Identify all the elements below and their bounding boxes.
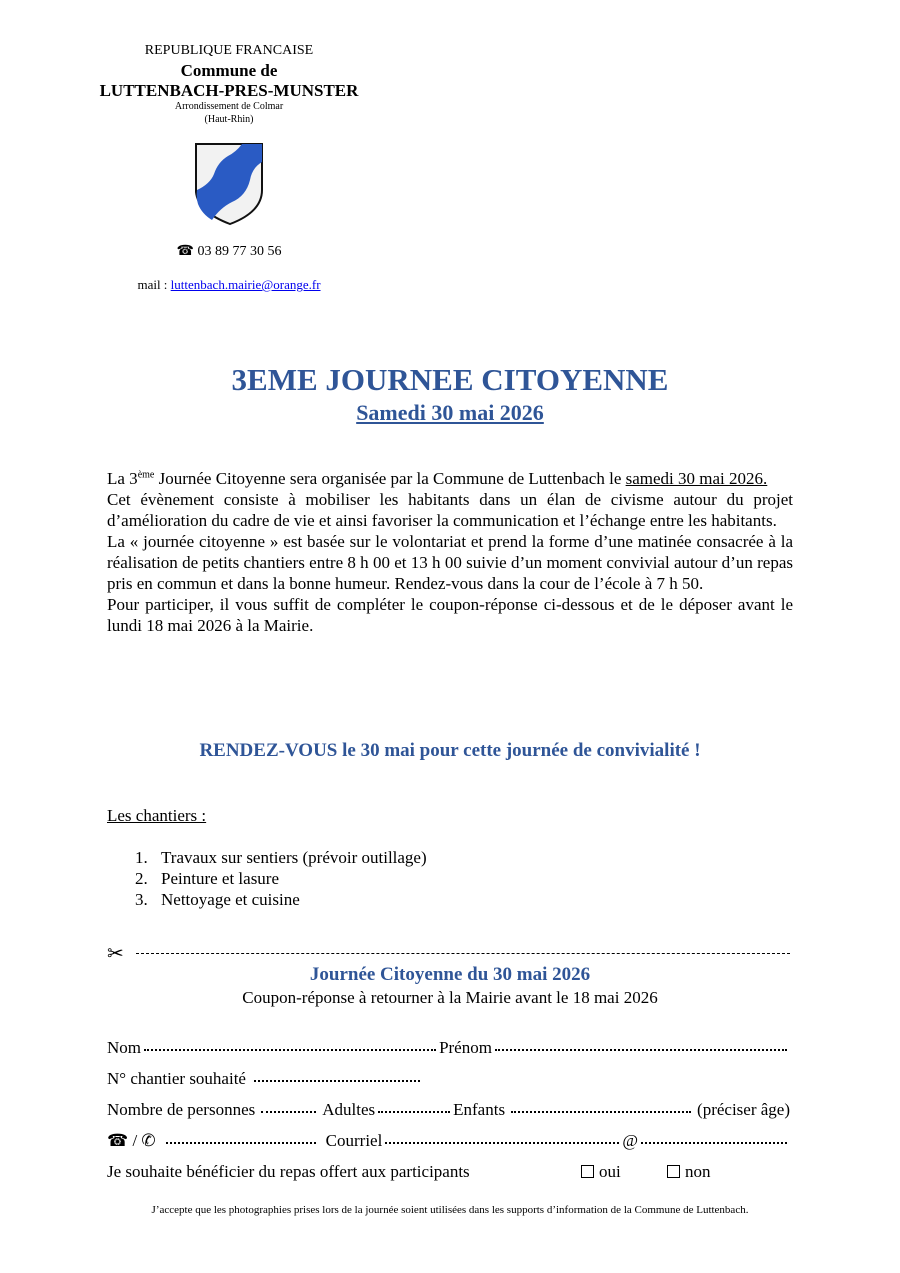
event-date: Samedi 30 mai 2026	[356, 400, 544, 425]
chantiers-list	[107, 847, 427, 910]
adultes-label: Adultes	[322, 1100, 376, 1119]
email-user-field[interactable]	[385, 1142, 619, 1144]
email-domain-field[interactable]	[641, 1142, 787, 1144]
list-item: 3. Nettoyage et cuisine	[135, 890, 300, 909]
coupon-title: Journée Citoyenne du 30 mai 2026	[309, 964, 591, 985]
photo-consent-note: J’accepte que les photographies prises lors de la journée soient utilisées dans les supports d’information de la Commune de Luttenbach.	[151, 1204, 749, 1216]
contact-row	[107, 1131, 790, 1151]
separator: /	[132, 1131, 138, 1150]
chantiers-heading: Les chantiers :	[107, 806, 207, 825]
nombre-label: Nombre de personnes	[107, 1100, 256, 1119]
repas-label: Je souhaite bénéficier du repas offert aux participants	[107, 1162, 470, 1181]
paragraph-2: Cet évènement consiste à mobiliser les habitants dans un élan de civisme autour du projet d’amélioration du cadre de vie et ainsi favoriser la communication et l’échange entre les habitants.	[107, 490, 793, 530]
cut-line	[107, 941, 790, 966]
coat-of-arms-logo	[194, 142, 264, 226]
enfants-field[interactable]	[511, 1111, 691, 1113]
oui-checkbox[interactable]	[581, 1165, 594, 1178]
paragraph-1: La 3ème Journée Citoyenne sera organisée par la Commune de Luttenbach le samedi 30 mai 2026.	[107, 469, 768, 488]
nom-field[interactable]	[144, 1049, 436, 1051]
courriel-label: Courriel	[325, 1131, 383, 1150]
paragraph-4: Pour participer, il vous suffit de compléter le coupon-réponse ci-dessous et de le déposer avant le lundi 18 mai 2026 à la Mairie.	[107, 595, 793, 635]
department: (Haut-Rhin)	[204, 114, 254, 125]
prenom-field[interactable]	[495, 1049, 787, 1051]
nom-label: Nom	[107, 1038, 141, 1057]
page-title: 3EME JOURNEE CITOYENNE	[231, 362, 669, 397]
phone-icon: ☎	[176, 244, 194, 259]
intro-text	[107, 468, 793, 636]
chantier-row	[107, 1069, 790, 1089]
mail-label: mail :	[137, 277, 171, 292]
mail-link[interactable]: luttenbach.mairie@orange.fr	[170, 277, 321, 292]
cut-dashes	[136, 953, 790, 954]
chantier-field[interactable]	[254, 1080, 420, 1082]
persons-row	[107, 1100, 790, 1120]
phone-number: 03 89 77 30 56	[197, 244, 282, 259]
name-row	[107, 1038, 790, 1058]
phone-line	[79, 245, 379, 259]
chantier-label: N° chantier souhaité	[107, 1069, 246, 1088]
list-item: 1. Travaux sur sentiers (prévoir outillage)	[135, 848, 427, 867]
age-label: (préciser âge)	[697, 1100, 790, 1119]
prenom-label: Prénom	[439, 1038, 492, 1057]
commune-de-label: Commune de	[180, 61, 278, 80]
repas-row	[107, 1162, 790, 1182]
phone-field[interactable]	[166, 1142, 316, 1144]
phone-icon: ☎	[107, 1131, 129, 1150]
rendezvous-heading: RENDEZ-VOUS le 30 mai pour cette journée de convivialité !	[199, 740, 701, 761]
adultes-field[interactable]	[378, 1111, 450, 1113]
mobile-icon: ✆	[141, 1131, 156, 1150]
mail-line	[79, 278, 379, 291]
oui-option[interactable]: oui	[581, 1162, 621, 1182]
at-sign: @	[622, 1131, 638, 1150]
paragraph-3: La « journée citoyenne » est basée sur le volontariat et prend la forme d’une matinée consacrée à la réalisation de petits chantiers entre 8 h 00 et 13 h 00 suivie d’un moment convivial autour d’un repas pris en commun et dans la bonne humeur. Rendez-vous dans la cour de l’école à 7 h 50.	[107, 532, 793, 593]
republic-label: REPUBLIQUE FRANCAISE	[144, 43, 314, 58]
list-item: 2. Peinture et lasure	[135, 869, 280, 888]
nombre-field[interactable]	[261, 1111, 316, 1113]
non-option[interactable]: non	[667, 1162, 711, 1182]
commune-name: LUTTENBACH-PRES-MUNSTER	[99, 81, 359, 100]
coupon-subtitle: Coupon-réponse à retourner à la Mairie avant le 18 mai 2026	[242, 988, 658, 1007]
enfants-label: Enfants	[453, 1100, 506, 1119]
arrondissement: Arrondissement de Colmar	[174, 101, 284, 112]
scissors-icon: ✂	[107, 943, 124, 965]
non-checkbox[interactable]	[667, 1165, 680, 1178]
